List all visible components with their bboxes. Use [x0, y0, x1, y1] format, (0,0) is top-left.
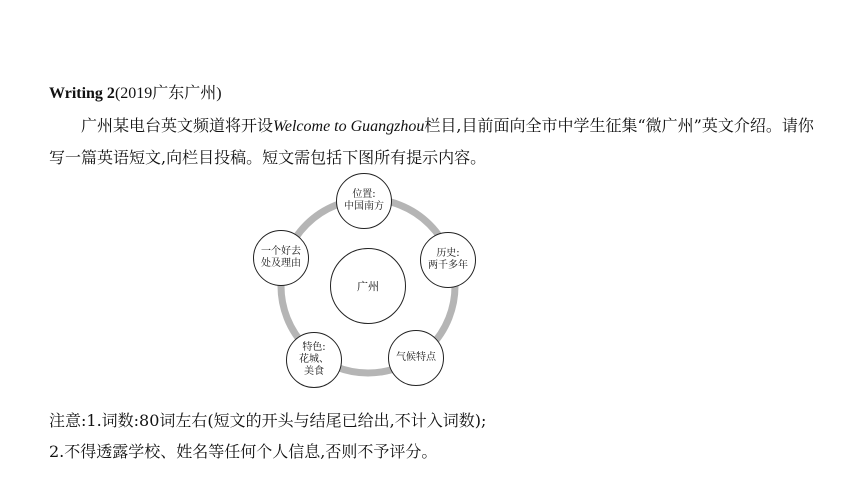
task-text-part2: 栏目,目前面向全市中学生征集“微广州”英文介绍。请你写一篇英语短文,向栏目投稿。短文需包括下图所有提示内容。 — [49, 116, 814, 167]
task-paragraph — [49, 110, 819, 173]
node-history-label: 历史: 两千多年 — [428, 248, 468, 271]
task-text-part1: 广州某电台英文频道将开设 — [81, 116, 274, 135]
note-line-2: 2.不得透露学校、姓名等任何个人信息,否则不予评分。 — [49, 442, 438, 461]
node-location-label: 位置: 中国南方 — [344, 189, 384, 212]
note-line-1: 注意:1.词数:80词左右(短文的开头与结尾已给出,不计入词数); — [49, 411, 487, 430]
node-features-label: 特色: 花城、 美食 — [299, 342, 329, 377]
writing-title-source: (2019广东广州) — [114, 85, 222, 102]
node-climate — [388, 330, 444, 386]
node-features — [286, 332, 342, 388]
mind-map-diagram — [240, 175, 500, 390]
node-place-label: 一个好去 处及理由 — [261, 246, 301, 269]
column-name: Welcome to Guangzhou — [273, 118, 425, 135]
writing-title — [49, 80, 222, 103]
node-location — [336, 173, 392, 229]
center-node — [330, 248, 406, 324]
node-history — [420, 232, 476, 288]
node-climate-label: 气候特点 — [396, 352, 436, 363]
node-place — [253, 230, 309, 286]
center-node-label: 广州 — [357, 280, 379, 293]
writing-title-label: Writing 2 — [49, 85, 115, 102]
